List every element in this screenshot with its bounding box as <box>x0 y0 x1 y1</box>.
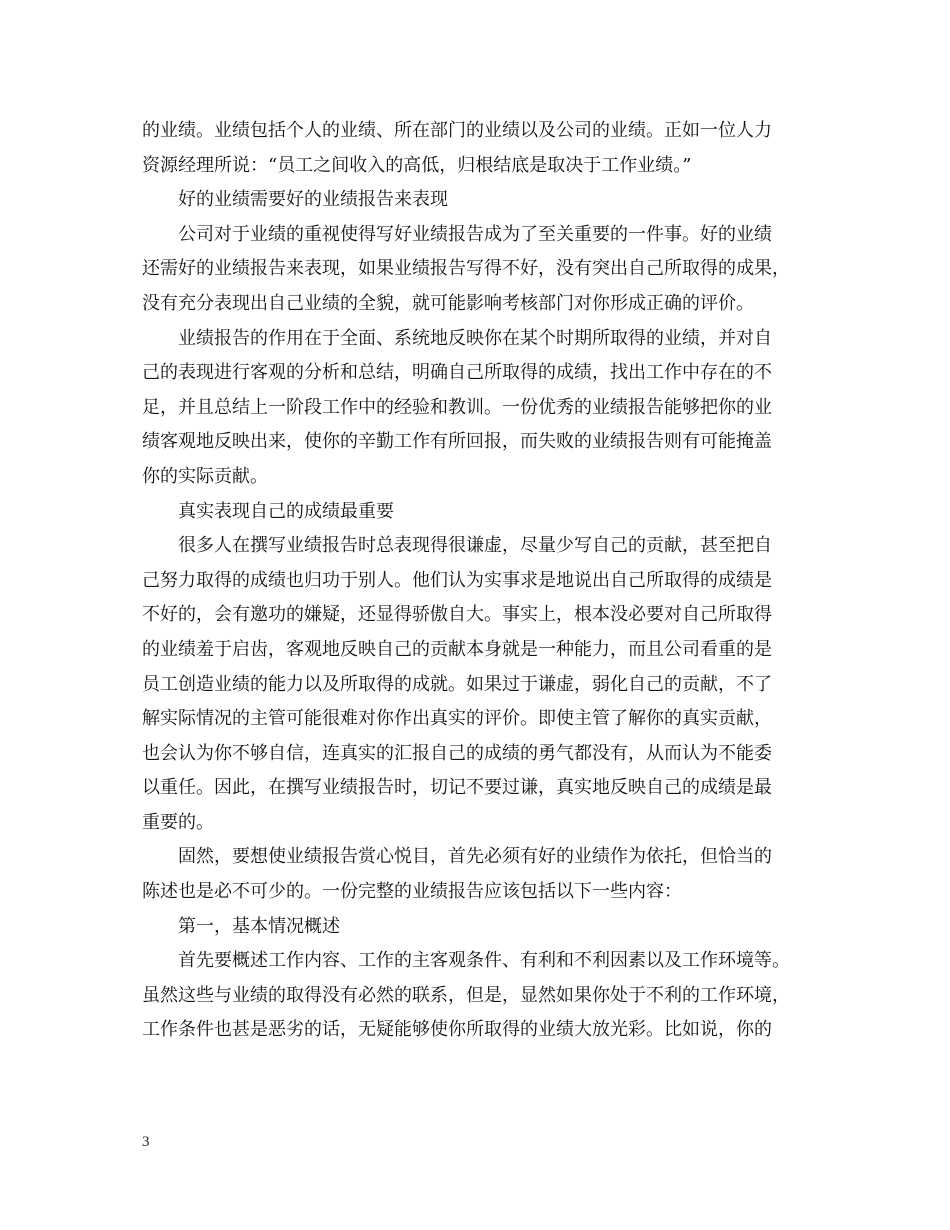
text-line: 好的业绩需要好的业绩报告来表现 <box>178 189 448 211</box>
text-line: 的业绩羞于启齿，客观地反映自己的贡献本身就是一种能力，而且公司看重的是 <box>142 638 772 660</box>
text-line: 的业绩。业绩包括个人的业绩、所在部门的业绩以及公司的业绩。正如一位人力 <box>142 120 772 141</box>
text-line: 还需好的业绩报告来表现，如果业绩报告写得不好，没有突出自己所取得的成果， <box>142 258 790 280</box>
text-line: 公司对于业绩的重视使得写好业绩报告成为了至关重要的一件事。好的业绩 <box>178 223 772 245</box>
text-line: 没有充分表现出自己业绩的全貌，就可能影响考核部门对你形成正确的评价。 <box>142 292 754 314</box>
text-line: 不好的，会有邀功的嫌疑，还显得骄傲自大。事实上，根本没必要对自己所取得 <box>142 604 772 626</box>
text-line: 员工创造业绩的能力以及所取得的成就。如果过于谦虚，弱化自己的贡献，不了 <box>142 673 772 695</box>
text-line: 重要的。 <box>142 811 214 833</box>
page-number: 3 <box>142 1134 150 1150</box>
text-line: 陈述也是必不可少的。一份完整的业绩报告应该包括以下一些内容： <box>142 881 682 903</box>
text-line: 己努力取得的成绩也归功于别人。他们认为实事求是地说出自己所取得的成绩是 <box>142 569 772 591</box>
text-line: 首先要概述工作内容、工作的主客观条件、有利和不利因素以及工作环境等。 <box>178 950 790 972</box>
text-line: 固然，要想使业绩报告赏心悦目，首先必须有好的业绩作为依托，但恰当的 <box>178 846 772 868</box>
text-line: 第一，基本情况概述 <box>178 915 340 937</box>
text-line: 资源经理所说：“员工之间收入的高低，归根结底是取决于工作业绩。” <box>142 154 692 176</box>
text-line: 解实际情况的主管可能很难对你作出真实的评价。即使主管了解你的真实贡献， <box>142 708 772 730</box>
text-line: 真实表现自己的成绩最重要 <box>178 500 394 522</box>
text-line: 工作条件也甚是恶劣的话，无疑能够使你所取得的业绩大放光彩。比如说，你的 <box>142 1019 772 1041</box>
text-line: 绩客观地反映出来，使你的辛勤工作有所回报，而失败的业绩报告则有可能掩盖 <box>142 431 772 453</box>
text-line: 以重任。因此，在撰写业绩报告时，切记不要过谦，真实地反映自己的成绩是最 <box>142 777 772 799</box>
text-line: 己的表现进行客观的分析和总结，明确自己所取得的成绩，找出工作中存在的不 <box>142 362 772 384</box>
text-line: 也会认为你不够自信，连真实的汇报自己的成绩的勇气都没有，从而认为不能委 <box>142 742 772 764</box>
text-line: 业绩报告的作用在于全面、系统地反映你在某个时期所取得的业绩，并对自 <box>178 327 772 349</box>
text-line: 你的实际贡献。 <box>142 465 268 487</box>
text-line: 足，并且总结上一阶段工作中的经验和教训。一份优秀的业绩报告能够把你的业 <box>142 396 772 418</box>
text-line: 虽然这些与业绩的取得没有必然的联系，但是，显然如果你处于不利的工作环境， <box>142 984 790 1006</box>
document-body <box>142 114 802 1048</box>
text-line: 很多人在撰写业绩报告时总表现得很谦虚，尽量少写自己的贡献，甚至把自 <box>178 535 772 557</box>
